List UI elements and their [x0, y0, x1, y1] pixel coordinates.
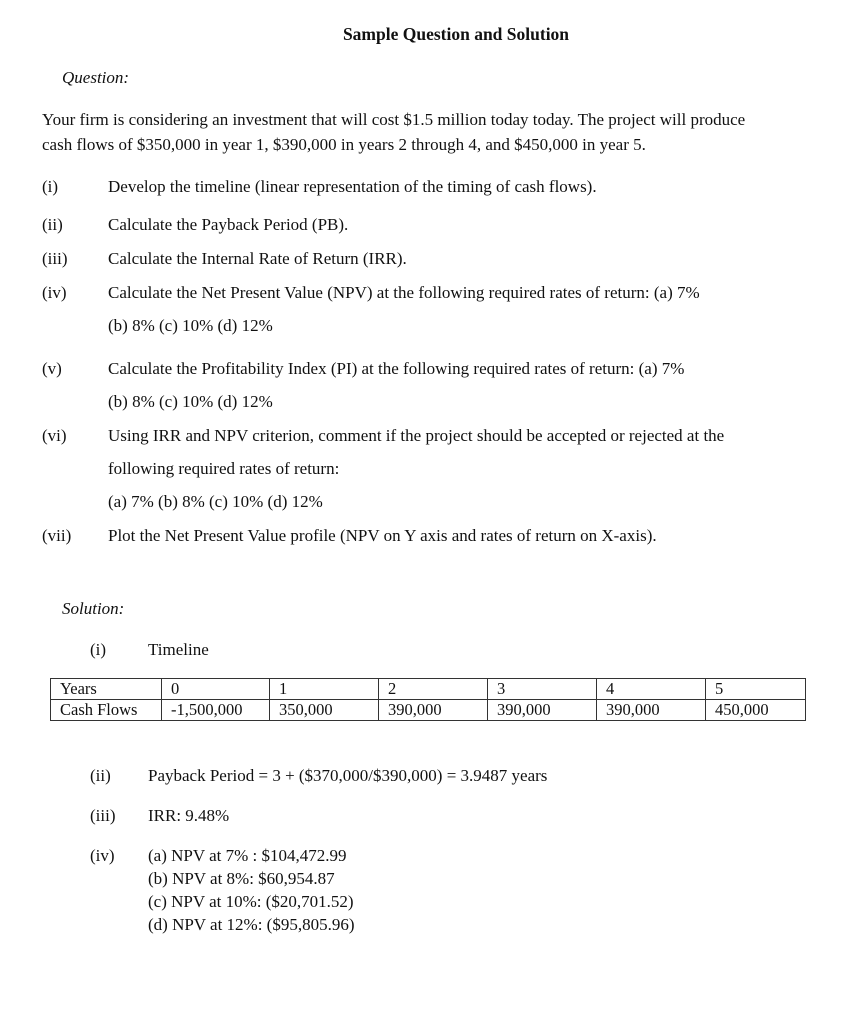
npv-answer-line: (d) NPV at 12%: ($95,805.96)	[148, 915, 355, 934]
table-cell: 1	[270, 679, 379, 700]
question-text: Calculate the Payback Period (PB).	[108, 215, 349, 234]
timeline-label: Timeline	[148, 640, 209, 659]
table-row	[51, 700, 806, 721]
question-text: (b) 8% (c) 10% (d) 12%	[108, 316, 273, 335]
question-text: Plot the Net Present Value profile (NPV on Y axis and rates of return on X-axis).	[108, 526, 657, 545]
payback-answer: Payback Period = 3 + ($370,000/$390,000) = 3.9487 years	[148, 766, 548, 785]
irr-answer: IRR: 9.48%	[148, 806, 230, 825]
question-number: (iii)	[42, 249, 68, 268]
timeline-table	[50, 678, 806, 721]
question-number: (vii)	[42, 526, 72, 545]
question-text: Using IRR and NPV criterion, comment if the project should be accepted or rejected at the	[108, 426, 725, 445]
npv-answer-line: (a) NPV at 7% : $104,472.99	[148, 846, 347, 865]
answer-number: (ii)	[90, 766, 111, 785]
table-cell: 350,000	[270, 700, 379, 721]
table-row	[51, 679, 806, 700]
table-cell: 5	[706, 679, 806, 700]
question-text: following required rates of return:	[108, 459, 340, 478]
question-text: (a) 7% (b) 8% (c) 10% (d) 12%	[108, 492, 323, 511]
answer-number: (iv)	[90, 846, 115, 865]
page-title: Sample Question and Solution	[342, 24, 570, 44]
question-number: (vi)	[42, 426, 67, 445]
table-cell: 390,000	[597, 700, 706, 721]
table-cell: 3	[488, 679, 597, 700]
question-text: Calculate the Profitability Index (PI) at the following required rates of return: (a) 7%	[108, 359, 685, 378]
question-text: Calculate the Net Present Value (NPV) at the following required rates of return: (a) 7%	[108, 283, 700, 302]
question-number: (v)	[42, 359, 62, 378]
table-cell: 2	[379, 679, 488, 700]
question-text: Develop the timeline (linear representation of the timing of cash flows).	[108, 177, 597, 196]
npv-answer-line: (c) NPV at 10%: ($20,701.52)	[148, 892, 354, 911]
question-number: (i)	[42, 177, 59, 196]
table-cell: 390,000	[379, 700, 488, 721]
answer-number: (iii)	[90, 806, 116, 825]
question-label: Question:	[62, 68, 130, 87]
intro-line-1: Your firm is considering an investment that will cost $1.5 million today today. The project will produce	[42, 110, 746, 129]
table-cell: 4	[597, 679, 706, 700]
npv-answer-line: (b) NPV at 8%: $60,954.87	[148, 869, 335, 888]
table-cell: 0	[162, 679, 270, 700]
question-number: (ii)	[42, 215, 63, 234]
answer-number: (i)	[90, 640, 107, 659]
question-number: (iv)	[42, 283, 67, 302]
table-cell: 390,000	[488, 700, 597, 721]
table-cell: -1,500,000	[162, 700, 270, 721]
question-text: (b) 8% (c) 10% (d) 12%	[108, 392, 273, 411]
table-cell: Cash Flows	[51, 700, 162, 721]
table-cell: Years	[51, 679, 162, 700]
solution-label: Solution:	[62, 599, 125, 618]
question-text: Calculate the Internal Rate of Return (IRR).	[108, 249, 407, 268]
intro-line-2: cash flows of $350,000 in year 1, $390,000 in years 2 through 4, and $450,000 in year 5.	[42, 135, 646, 154]
table-cell: 450,000	[706, 700, 806, 721]
